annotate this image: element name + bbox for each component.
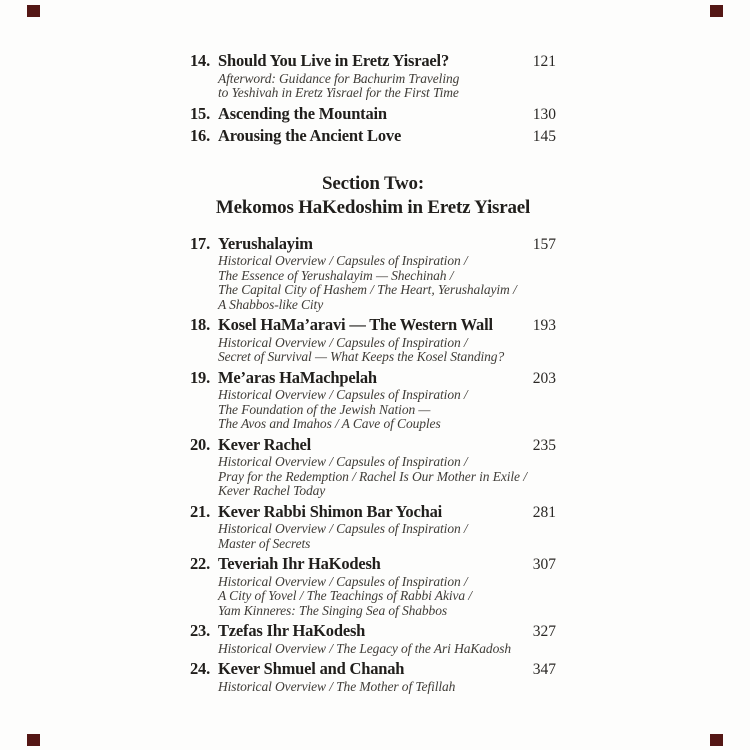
corner-mark-bottom-left <box>27 734 40 746</box>
section-heading-line1: Section Two: <box>322 172 424 194</box>
entry-subtitle-line: Kever Rachel Today <box>218 483 326 498</box>
entry-title: Should You Live in Eretz Yisrael? <box>218 51 449 70</box>
toc-entry-row <box>190 503 556 522</box>
entry-title: Tzefas Ihr HaKodesh <box>218 621 366 640</box>
entry-subtitle-line: Historical Overview / Capsules of Inspiration / <box>218 334 468 350</box>
entry-title: Ascending the Mountain <box>218 103 387 123</box>
toc-entry-title-line <box>190 436 514 455</box>
entry-number: 19. <box>190 367 211 387</box>
entry-number: 20. <box>190 434 211 454</box>
entry-subtitles <box>218 388 556 432</box>
entry-subtitles <box>218 336 556 365</box>
entry-subtitle-line: Historical Overview / Capsules of Inspiration / <box>218 573 468 589</box>
toc-entry-row <box>190 436 556 455</box>
toc-entry-row <box>190 316 556 335</box>
entry-title: Arousing the Ancient Love <box>218 126 402 145</box>
entry-subtitle-line: Historical Overview / The Legacy of the Ari HaKadosh <box>218 640 512 656</box>
entry-subtitle-line: Afterword: Guidance for Bachurim Traveling <box>218 70 460 86</box>
entry-subtitle-line: The Avos and Imahos / A Cave of Couples <box>218 416 441 431</box>
entry-number: 23. <box>190 621 211 640</box>
entry-page-number: 203 <box>532 369 556 387</box>
toc-entry <box>190 127 556 146</box>
toc-entry-row <box>190 105 556 124</box>
toc-entry-title-line <box>190 369 514 388</box>
entry-title: Kever Rachel <box>218 434 312 454</box>
entry-subtitle-line: The Capital City of Hashem / The Heart, Yerushalayim / <box>218 282 517 297</box>
toc-entry <box>190 105 556 124</box>
toc-entry <box>190 503 556 552</box>
toc-entry-row <box>190 235 556 254</box>
entry-subtitle-line: to Yeshivah in Eretz Yisrael for the First Time <box>218 85 459 100</box>
entry-subtitles <box>218 72 556 101</box>
entry-subtitles <box>218 522 556 551</box>
toc-entry <box>190 316 556 365</box>
toc-entry <box>190 52 556 101</box>
entry-subtitles <box>218 254 556 312</box>
entry-page-number: 235 <box>532 436 556 454</box>
entry-subtitles <box>218 642 556 657</box>
entry-page-number: 307 <box>532 556 556 573</box>
toc-entry-row <box>190 660 556 679</box>
toc-entry-title-line <box>190 555 514 574</box>
entry-subtitle-line: The Foundation of the Jewish Nation — <box>218 401 431 417</box>
entry-title: Kever Shmuel and Chanah <box>218 659 405 678</box>
entry-number: 24. <box>190 659 211 678</box>
toc-entry-row <box>190 369 556 388</box>
entry-subtitle-line: Master of Secrets <box>218 535 311 551</box>
entry-title: Yerushalayim <box>218 233 313 253</box>
toc-entry <box>190 660 556 694</box>
entry-subtitle-line: Historical Overview / Capsules of Inspiration / <box>218 253 468 268</box>
toc-entry-row <box>190 622 556 641</box>
entry-number: 21. <box>190 501 211 521</box>
entry-title: Teveriah Ihr HaKodesh <box>218 554 381 573</box>
entry-subtitles <box>218 575 556 619</box>
entry-title: Kosel HaMa’aravi — The Western Wall <box>218 315 493 334</box>
entry-title: Me’aras HaMachpelah <box>218 367 377 387</box>
entry-subtitle-line: A City of Yovel / The Teachings of Rabbi Akiva / <box>218 588 472 603</box>
corner-mark-top-left <box>27 5 40 17</box>
toc-entry <box>190 235 556 313</box>
toc-entry <box>190 622 556 656</box>
entry-page-number: 157 <box>532 235 556 253</box>
toc-entry <box>190 555 556 618</box>
entry-number: 22. <box>190 554 211 573</box>
entry-subtitle-line: Pray for the Redemption / Rachel Is Our Mother in Exile / <box>218 468 527 484</box>
entry-page-number: 145 <box>532 128 556 145</box>
entry-subtitle-line: The Essence of Yerushalayim — Shechinah / <box>218 267 454 283</box>
toc-entries-group-two <box>190 235 556 695</box>
entry-subtitle-line: Historical Overview / Capsules of Inspiration / <box>218 521 468 536</box>
table-of-contents <box>190 52 556 698</box>
toc-entry-row <box>190 555 556 574</box>
toc-entry <box>190 436 556 499</box>
corner-mark-bottom-right <box>710 734 723 746</box>
entry-number: 14. <box>190 51 211 70</box>
entry-page-number: 121 <box>532 53 556 70</box>
entry-subtitle-line: Historical Overview / Capsules of Inspiration / <box>218 387 468 402</box>
entry-number: 17. <box>190 233 211 253</box>
entry-subtitles <box>218 455 556 499</box>
entry-subtitle-line: A Shabbos-like City <box>218 296 324 312</box>
toc-entry-title-line <box>190 316 514 335</box>
entry-subtitle-line: Historical Overview / The Mother of Tefillah <box>218 678 456 694</box>
entry-subtitles <box>218 680 556 695</box>
toc-entry-title-line <box>190 503 514 522</box>
entry-subtitle-line: Secret of Survival — What Keeps the Kosel Standing? <box>218 349 505 364</box>
toc-entry-row <box>190 52 556 71</box>
entry-title: Kever Rabbi Shimon Bar Yochai <box>218 501 443 521</box>
entry-number: 16. <box>190 126 211 145</box>
entry-page-number: 130 <box>532 105 556 123</box>
toc-entry-title-line <box>190 52 514 71</box>
toc-entries-group-one <box>190 52 556 146</box>
entry-page-number: 347 <box>532 661 556 678</box>
toc-entry-title-line <box>190 127 514 146</box>
entry-page-number: 281 <box>532 503 556 521</box>
entry-number: 15. <box>190 103 211 123</box>
section-heading <box>190 172 556 220</box>
entry-subtitle-line: Yam Kinneres: The Singing Sea of Shabbos <box>218 602 448 618</box>
toc-entry-title-line <box>190 235 514 254</box>
entry-page-number: 193 <box>532 317 556 334</box>
section-heading-line2: Mekomos HaKedoshim in Eretz Yisrael <box>215 196 531 218</box>
toc-entry-title-line <box>190 622 514 641</box>
toc-entry-row <box>190 127 556 146</box>
entry-page-number: 327 <box>532 623 556 640</box>
entry-number: 18. <box>190 315 211 334</box>
corner-mark-top-right <box>710 5 723 17</box>
toc-entry-title-line <box>190 660 514 679</box>
toc-entry <box>190 369 556 432</box>
entry-subtitle-line: Historical Overview / Capsules of Inspiration / <box>218 454 468 469</box>
toc-entry-title-line <box>190 105 514 124</box>
